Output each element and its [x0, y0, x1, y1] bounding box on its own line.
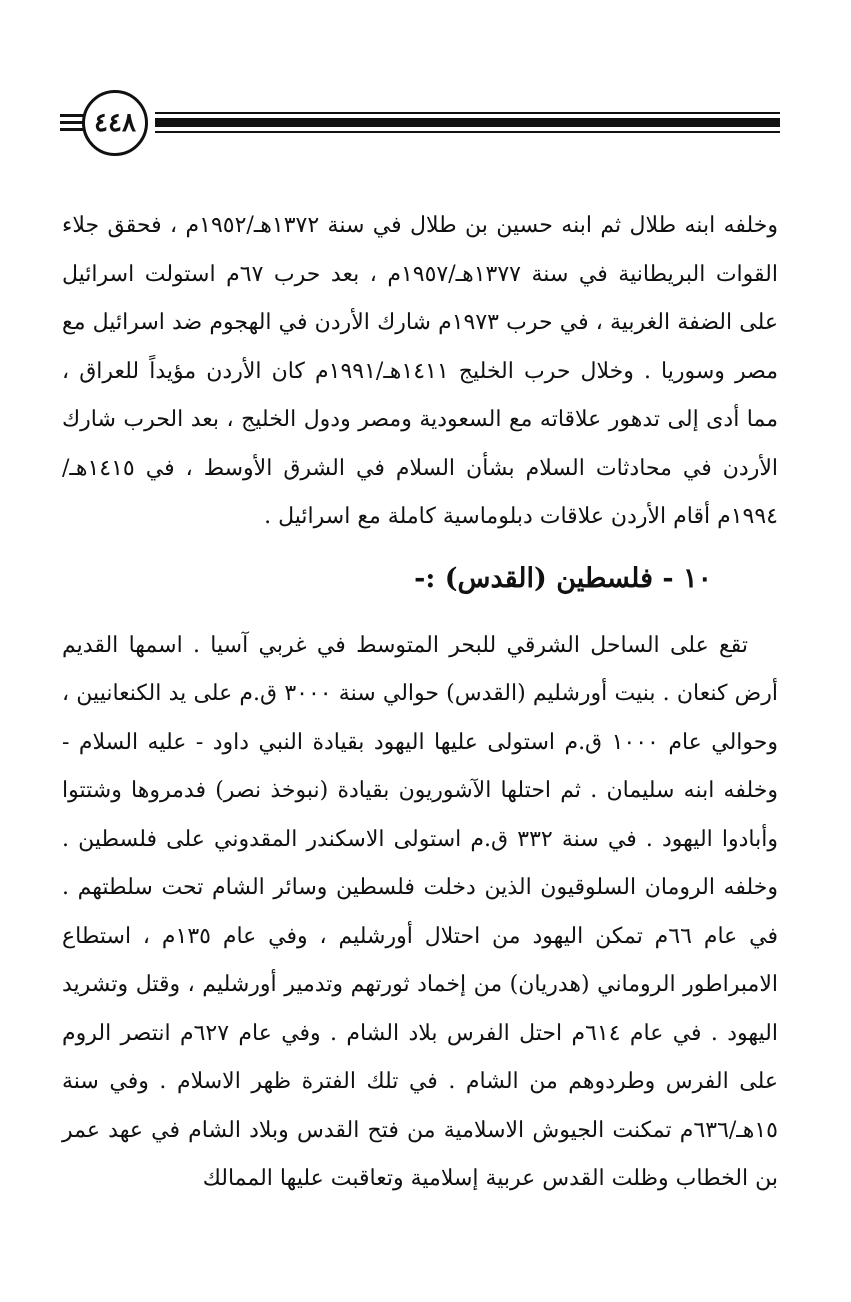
- page-number-circle: [82, 90, 148, 156]
- paragraph-jordan-history: وخلفه ابنه طلال ثم ابنه حسين بن طلال في سنة ١٣٧٢هـ/١٩٥٢م ، فحقق جلاء القوات البريطانية في سنة ١٣٧٧هـ/١٩٥٧م ، بعد حرب ٦٧م استولت اسرائيل على الضفة الغربية ، في حرب ١٩٧٣م شارك الأردن في الهجوم ضد اسرائيل مع مصر وسوريا . وخلال حرب الخليج ١٤١١هـ/١٩٩١م كان الأردن مؤيداً للعراق ، مما أدى إلى تدهور علاقاته مع السعودية ومصر ودول الخليج ، بعد الحرب شارك الأردن في محادثات السلام بشأن السلام في الشرق الأوسط ، في ١٤١٥هـ/١٩٩٤م أقام الأردن علاقات دبلوماسية كاملة مع اسرائيل .: [62, 213, 779, 529]
- header-rule-thin-top: [155, 112, 780, 114]
- header-rule-thick: [155, 118, 780, 127]
- page-header: [60, 90, 780, 160]
- header-rule-thin-bottom: [155, 131, 780, 133]
- section-heading-palestine: ١٠ - فلسطين (القدس) :-: [414, 562, 712, 594]
- page-number: ٤٤٨: [94, 108, 136, 138]
- page-content: [62, 202, 778, 1204]
- paragraph-palestine-history: تقع على الساحل الشرقي للبحر المتوسط في غربي آسيا . اسمها القديم أرض كنعان . بنيت أورشليم (القدس) حوالي سنة ٣٠٠٠ ق.م على يد الكنعانيين ، وحوالي عام ١٠٠٠ ق.م استولى عليها اليهود بقيادة النبي داود - عليه السلام - وخلفه ابنه سليمان . ثم احتلها الآشوريون بقيادة (نبوخذ نصر) فدمروها وشتتوا وأبادوا اليهود . في سنة ٣٣٢ ق.م استولى الاسكندر المقدوني على فلسطين . وخلفه الرومان السلوقيون الذين دخلت فلسطين وسائر الشام تحت سلطتهم . في عام ٦٦م تمكن اليهود من احتلال أورشليم ، وفي عام ١٣٥م ، استطاع الامبراطور الروماني (هدريان) من إخماد ثورتهم وتدمير أورشليم ، وقتل وتشريد اليهود . في عام ٦١٤م احتل الفرس بلاد الشام . وفي عام ٦٢٧م انتصر الروم على الفرس وطردوهم من الشام . في تلك الفترة ظهر الاسلام . وفي سنة ١٥هـ/٦٣٦م تمكنت الجيوش الاسلامية من فتح القدس وبلاد الشام في عهد عمر بن الخطاب وظلت القدس عربية إسلامية وتعاقبت عليها الممالك: [62, 632, 778, 1191]
